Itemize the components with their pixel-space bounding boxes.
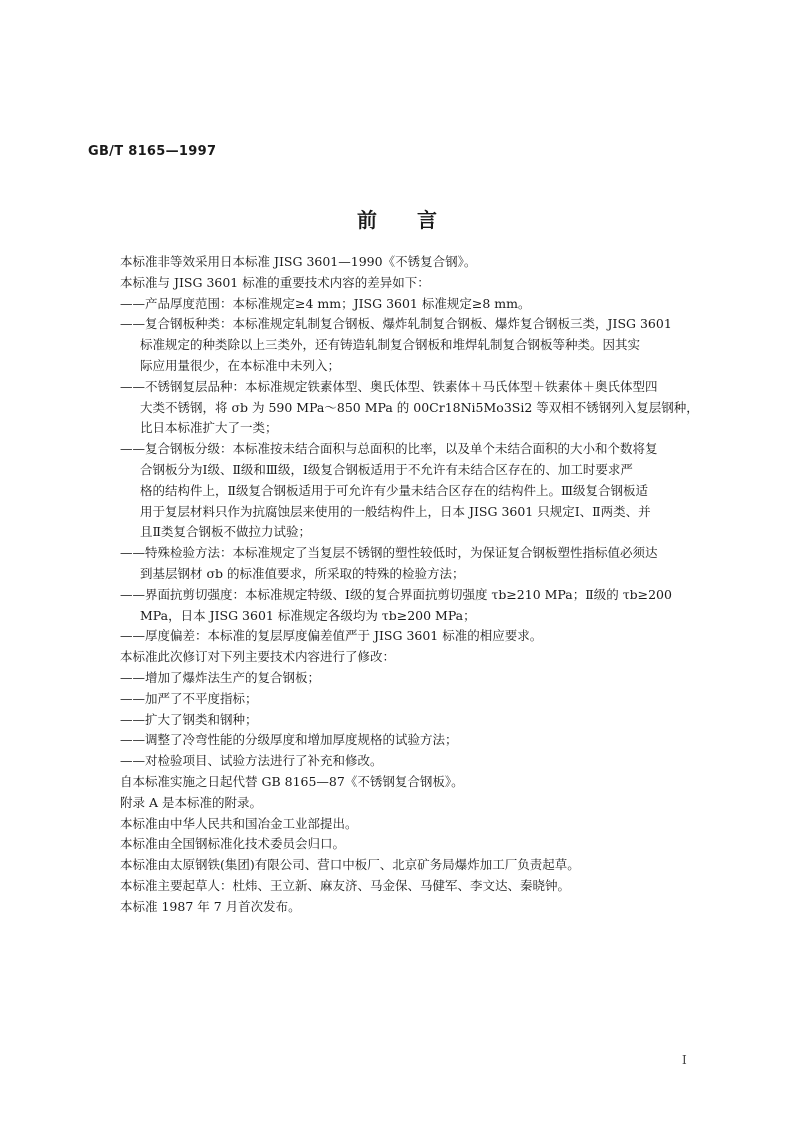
standard-code: GB/T 8165—1997 bbox=[88, 144, 217, 159]
text-line: 本标准由全国钢标准化技术委员会归口。 bbox=[120, 836, 346, 852]
text-line: ——扩大了钢类和钢种； bbox=[120, 711, 258, 727]
page-title: 前 言 bbox=[357, 208, 437, 232]
text-line: 本标准与 JISG 3601 标准的重要技术内容的差异如下： bbox=[120, 274, 430, 290]
text-line: 际应用量很少，在本标准中未列入； bbox=[140, 357, 341, 373]
text-line: 比日本标准扩大了一类； bbox=[140, 420, 278, 436]
page-number: I bbox=[682, 1053, 687, 1067]
text-line: 到基层钢材 σb 的标准值要求，所采取的特殊的检验方法； bbox=[140, 565, 465, 581]
text-line: ——对检验项目、试验方法进行了补充和修改。 bbox=[120, 753, 383, 769]
text-line: 标准规定的种类除以上三类外，还有铸造轧制复合钢板和堆焊轧制复合钢板等种类。因其实 bbox=[140, 337, 641, 353]
text-line: 且Ⅱ类复合钢板不做拉力试验； bbox=[140, 524, 311, 540]
text-line: 大类不锈钢，将 σb 为 590 MPa～850 MPa 的 00Cr18Ni5Mo3Si2 等双相不锈钢列入复层钢种， bbox=[140, 399, 699, 415]
text-line: 自本标准实施之日起代替 GB 8165—87《不锈钢复合钢板》。 bbox=[120, 773, 464, 789]
foreword-body bbox=[120, 252, 716, 918]
text-line: MPa，日本 JISG 3601 标准规定各级均为 τb≥200 MPa； bbox=[140, 607, 476, 623]
text-line: 本标准由太原钢铁(集团)有限公司、营口中板厂、北京矿务局爆炸加工厂负责起草。 bbox=[120, 857, 580, 873]
text-line: 用于复层材料只作为抗腐蚀层来使用的一般结构件上，日本 JISG 3601 只规定Ⅰ、Ⅱ两类、并 bbox=[140, 503, 651, 519]
text-line: 附录 A 是本标准的附录。 bbox=[120, 794, 262, 810]
text-line: ——复合钢板分级：本标准按未结合面积与总面积的比率，以及单个未结合面积的大小和个数将复 bbox=[120, 441, 658, 457]
text-line: 合钢板分为Ⅰ级、Ⅱ级和Ⅲ级，Ⅰ级复合钢板适用于不允许有未结合区存在的、加工时要求严 bbox=[140, 461, 633, 477]
text-line: ——界面抗剪切强度：本标准规定特级、Ⅰ级的复合界面抗剪切强度 τb≥210 MPa；Ⅱ级的 τb≥200 bbox=[120, 586, 672, 602]
text-line: ——加严了不平度指标； bbox=[120, 690, 258, 706]
text-line: 格的结构件上，Ⅱ级复合钢板适用于可允许有少量未结合区存在的结构件上。Ⅲ级复合钢板适 bbox=[140, 482, 649, 498]
text-line: ——不锈钢复层品种：本标准规定铁素体型、奥氏体型、铁素体＋马氏体型＋铁素体＋奥氏体型四 bbox=[120, 378, 658, 394]
text-line: ——厚度偏差：本标准的复层厚度偏差值严于 JISG 3601 标准的相应要求。 bbox=[120, 628, 543, 644]
text-line: 本标准 1987 年 7 月首次发布。 bbox=[120, 898, 301, 914]
text-line: 本标准由中华人民共和国冶金工业部提出。 bbox=[120, 815, 358, 831]
text-line: 本标准主要起草人：杜炜、王立新、麻友济、马金保、马健军、李文达、秦晓钟。 bbox=[120, 877, 571, 893]
text-line: ——复合钢板种类：本标准规定轧制复合钢板、爆炸轧制复合钢板、爆炸复合钢板三类，JISG 3601 bbox=[120, 316, 672, 332]
text-line: 本标准非等效采用日本标准 JISG 3601—1990《不锈复合钢》。 bbox=[120, 254, 477, 269]
text-line: ——增加了爆炸法生产的复合钢板； bbox=[120, 669, 321, 685]
text-line: ——产品厚度范围：本标准规定≥4 mm；JISG 3601 标准规定≥8 mm。 bbox=[120, 295, 531, 311]
text-line: ——特殊检验方法：本标准规定了当复层不锈钢的塑性较低时，为保证复合钢板塑性指标值必须达 bbox=[120, 545, 658, 561]
text-line: 本标准此次修订对下列主要技术内容进行了修改： bbox=[120, 649, 396, 665]
text-line: ——调整了冷弯性能的分级厚度和增加厚度规格的试验方法； bbox=[120, 732, 458, 748]
